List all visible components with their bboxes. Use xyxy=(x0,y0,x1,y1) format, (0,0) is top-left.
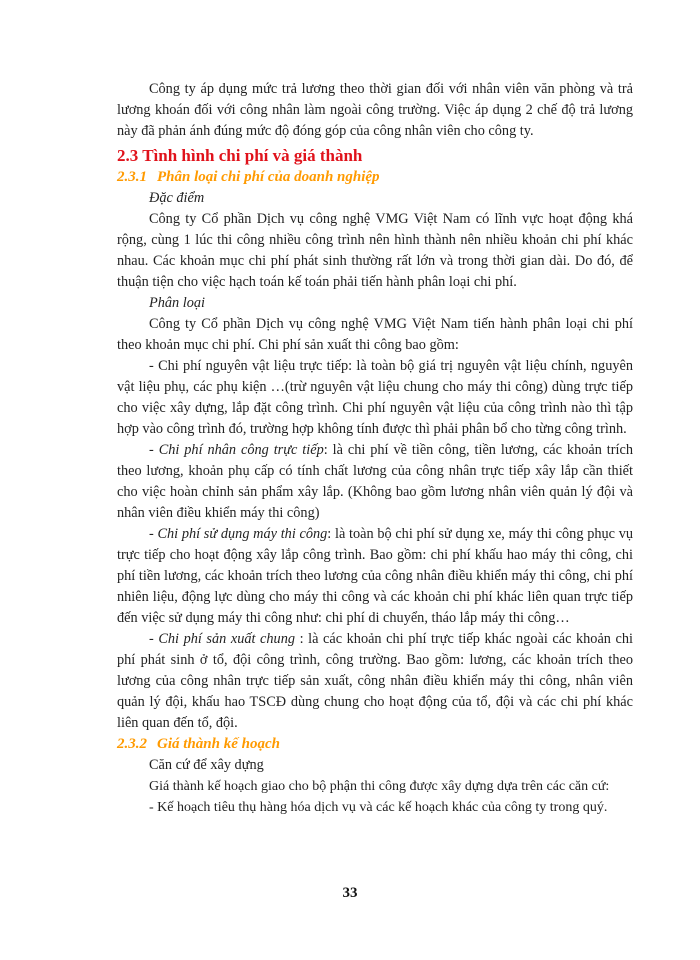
classification-paragraph: Công ty Cổ phần Dịch vụ công nghệ VMG Việt Nam tiến hành phân loại chi phí theo khoản mục chi phí. Chi phí sản xuất thi công bao gồm: xyxy=(117,316,633,353)
cost-item-text: Chi phí nguyên vật liệu trực tiếp: là toàn bộ giá trị nguyên vật liệu chính, nguyên vật liệu phụ, các phụ kiện …(trừ nguyên vật liệu chung cho máy thi công) dùng trực tiếp cho việc xây dựng, lắp đặt công trình. Chi phí nguyên vật liệu của công trình nào thì tập hợp vào công trình đó, trường hợp không tính được thì phải phân bổ cho từng công trình. xyxy=(117,358,633,437)
subsection-number: 2.3.2 xyxy=(117,736,147,752)
cost-item-term: Chi phí sản xuất chung xyxy=(158,631,295,647)
subsection-title: Giá thành kế hoạch xyxy=(157,736,280,752)
cost-item-term: Chi phí nhân công trực tiếp xyxy=(158,442,324,458)
subsection-heading-2-3-2 xyxy=(117,734,633,755)
subsection-heading-2-3-1 xyxy=(117,167,633,188)
cost-item-text: : là toàn bộ chi phí sử dụng xe, máy thi công phục vụ trực tiếp cho hoạt động xây lắp công trình. Bao gồm: chi phí khấu hao máy thi công, chi phí tiền lương, các khoản trích theo lương của công nhân điều khiển máy thi công, chi phí nhiên liệu, động lực dùng cho máy thi công và các khoản chi phí khác liên quan trực tiếp đến việc sử dụng máy thi công như: chi phí di chuyển, tháo lắp máy thi công… xyxy=(117,526,633,626)
basis-bullet-1: - Kế hoạch tiêu thụ hàng hóa dịch vụ và các kế hoạch khác của công ty trong quý. xyxy=(149,800,608,815)
cost-item-term: Chi phí sử dụng máy thi công xyxy=(157,526,328,542)
section-heading xyxy=(117,144,633,167)
intro-paragraph: Công ty áp dụng mức trả lương theo thời gian đối với nhân viên văn phòng và trả lương khoán đối với công nhân làm ngoài công trường. Việc áp dụng 2 chế độ trả lương này đã phản ánh đúng mức độ đóng góp của công nhân viên cho công ty. xyxy=(117,81,633,139)
cost-item-prefix: - xyxy=(149,526,158,542)
cost-item-text: : là các khoản chi phí trực tiếp khác ngoài các khoản chi phí phát sinh ở tổ, đội công trình, công trường. Bao gồm: lương, các khoản trích theo lương của công nhân trực tiếp sản xuất, công nhân điều khiển máy thi công, nhân viên quản lý đội, khấu hao TSCĐ dùng chung cho hoạt động của tổ, đội và các chi phí khác liên quan đến tổ, đội. xyxy=(117,631,633,731)
cost-item-prefix: - xyxy=(149,442,159,458)
basis-heading: Căn cứ để xây dựng xyxy=(149,757,264,773)
features-paragraph: Công ty Cổ phần Dịch vụ công nghệ VMG Việt Nam có lĩnh vực hoạt động khá rộng, cùng 1 lúc thi công nhiều công trình nên hình thành nên nhiều khoản chi phí khác nhau. Các khoản mục chi phí phát sinh thường rất lớn và trong thời gian dài. Do đó, để thuận tiện cho việc hạch toán kế toán phải tiến hành phân loại chi phí. xyxy=(117,211,633,290)
features-heading: Đặc điểm xyxy=(149,190,205,206)
subsection-title: Phân loại chi phí của doanh nghiệp xyxy=(157,169,380,185)
classification-heading: Phân loại xyxy=(149,295,205,311)
cost-item-prefix: - xyxy=(149,358,159,374)
section-title: Tình hình chi phí và giá thành xyxy=(142,146,363,165)
subsection-number: 2.3.1 xyxy=(117,169,147,185)
cost-item-prefix: - xyxy=(149,631,159,647)
page-content xyxy=(117,79,633,818)
page-number: 33 xyxy=(342,885,358,901)
basis-paragraph: Giá thành kế hoạch giao cho bộ phận thi công được xây dựng dựa trên các căn cứ: xyxy=(149,779,610,794)
cost-item-text: : là chi phí về tiền công, tiền lương, các khoản trích theo lương, khoản phụ cấp có tính chất lương của công nhân trực tiếp xây lắp cần thiết cho việc hoàn chỉnh sản phẩm xây lắp. (Không bao gồm lương nhân viên quản lý đội và nhân viên điều khiển máy thi công) xyxy=(117,442,633,521)
cost-item-materials xyxy=(117,356,633,440)
section-number: 2.3 xyxy=(117,146,139,165)
cost-item-overhead xyxy=(117,629,633,734)
cost-item-machinery xyxy=(117,524,633,629)
cost-item-labor xyxy=(117,440,633,524)
